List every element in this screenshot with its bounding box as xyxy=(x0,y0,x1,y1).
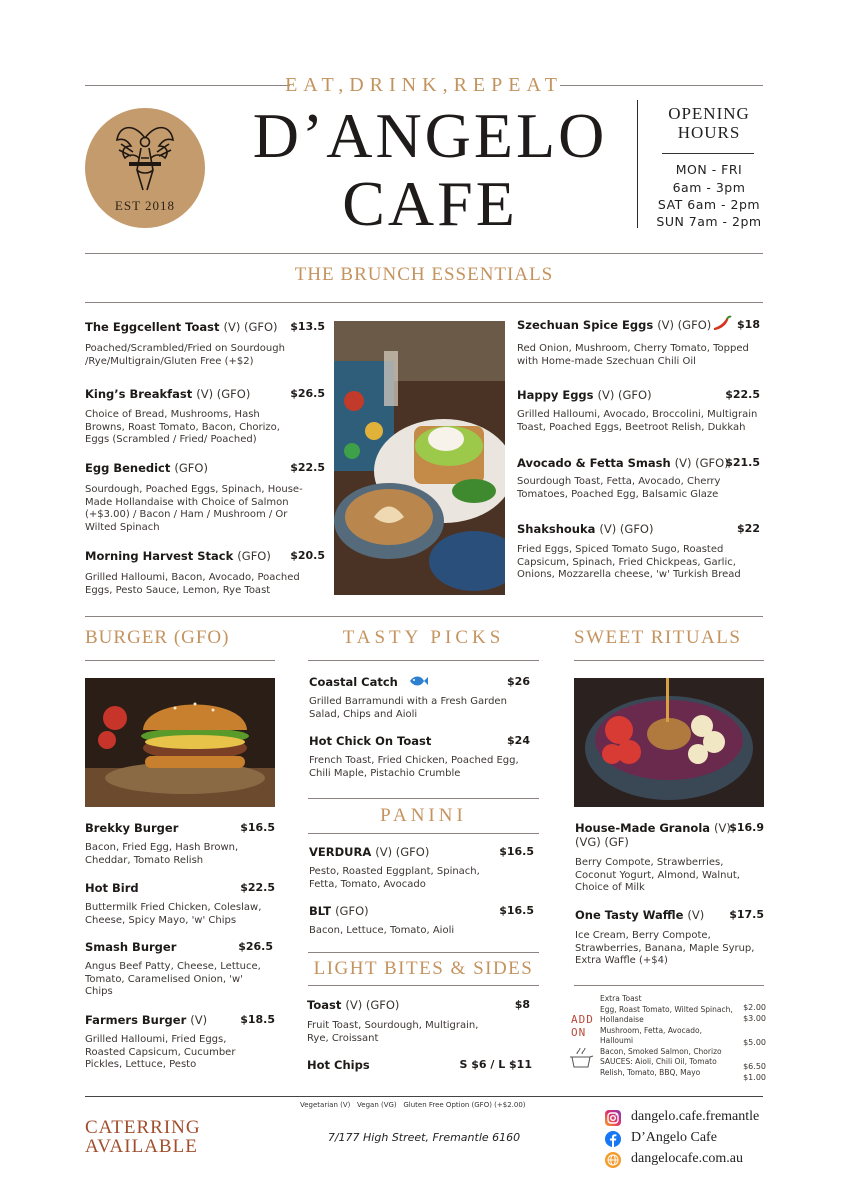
menu-item-desc: Sourdough Toast, Fetta, Avocado, Cherry Tomatoes, Poached Egg, Balsamic Glaze xyxy=(517,476,721,500)
menu-item-name: The Eggcellent Toast (V) (GFO) xyxy=(85,320,278,334)
addon-label-1: ADD xyxy=(571,1013,594,1026)
addon-price: $6.50 xyxy=(743,1062,766,1071)
catering-line2: AVAILABLE xyxy=(85,1136,198,1157)
menu-item-desc: Fruit Toast, Sourdough, Multigrain, Rye, Croissant xyxy=(307,1020,479,1044)
menu-item-name: Coastal Catch xyxy=(309,675,398,689)
hours-rule xyxy=(662,153,754,154)
menu-item-price: $26 xyxy=(507,675,530,688)
menu-item-name: Toast (V) (GFO) xyxy=(307,998,400,1012)
menu-item-name: Brekky Burger xyxy=(85,821,179,835)
light-title: LIGHT BITES & SIDES xyxy=(313,958,534,979)
logo-est: EST 2018 xyxy=(114,198,176,213)
menu-item-name: One Tasty Waffle (V) xyxy=(575,908,705,922)
burger-photo-illustration xyxy=(85,678,275,807)
logo xyxy=(85,108,205,228)
menu-item-name: Happy Eggs (V) (GFO) xyxy=(517,388,652,402)
menu-item-price: $22.5 xyxy=(725,388,760,401)
menu-item-desc: Grilled Halloumi, Bacon, Avocado, Poached Eggs, Pesto Sauce, Lemon, Rye Toast xyxy=(85,572,300,596)
menu-item-desc: Bacon, Lettuce, Tomato, Aioli xyxy=(309,925,455,936)
menu-item-price: $17.5 xyxy=(729,908,764,921)
menu-item-desc: Buttermilk Fried Chicken, Coleslaw, Cheese, Spicy Mayo, 'w' Chips xyxy=(85,902,262,926)
panini-rule-bottom xyxy=(308,833,539,834)
brunch-title: THE BRUNCH ESSENTIALS xyxy=(294,264,554,285)
address: 7/177 High Street, Fremantle 6160 xyxy=(327,1131,521,1144)
brunch-rule-bottom xyxy=(85,302,763,303)
instagram-handle[interactable]: dangelo.cafe.fremantle xyxy=(631,1109,760,1124)
sweet-rule xyxy=(574,660,764,661)
menu-item-desc: Red Onion, Mushroom, Cherry Tomato, Topped with Home-made Szechuan Chili Oil xyxy=(517,343,749,367)
menu-item-price: $13.5 xyxy=(290,320,325,333)
hours-title-2: HOURS xyxy=(677,123,741,142)
menu-item-name: Hot Chips xyxy=(307,1058,370,1072)
menu-item-name: Avocado & Fetta Smash (V) (GFO) xyxy=(517,456,729,470)
website-link[interactable]: dangelocafe.com.au xyxy=(631,1151,743,1166)
instagram-icon xyxy=(605,1110,621,1126)
tasty-title: TASTY PICKS xyxy=(342,627,505,648)
menu-item-name: VERDURA (V) (GFO) xyxy=(309,845,430,859)
menu-item-price: $16.9 xyxy=(729,821,764,834)
menu-item-price: $20.5 xyxy=(290,549,325,562)
menu-item-name: King’s Breakfast (V) (GFO) xyxy=(85,387,251,401)
menu-item-price: $8 xyxy=(514,998,530,1011)
menu-item-name: Egg Benedict (GFO) xyxy=(85,461,208,475)
menu-item-desc: Berry Compote, Strawberries, Coconut Yogurt, Almond, Walnut, Choice of Milk xyxy=(575,857,740,894)
facebook-page[interactable]: D’Angelo Cafe xyxy=(631,1130,717,1145)
menu-item-price: $22.5 xyxy=(290,461,325,474)
menu-item-desc: Ice Cream, Berry Compote, Strawberries, Banana, Maple Syrup, Extra Waffle (+$4) xyxy=(575,930,755,967)
addon-label-2: ON xyxy=(571,1026,587,1039)
menu-item-desc: Sourdough, Poached Eggs, Spinach, House- Made Hollandaise with Choice of Salmon (+$3.00) / Bacon / Ham / Mushroom / Or Wilted Spinach xyxy=(85,484,303,533)
menu-item-name: BLT (GFO) xyxy=(309,904,369,918)
globe-icon xyxy=(605,1152,621,1168)
menu-item-name-line2: (VG) (GF) xyxy=(575,835,629,849)
tasty-rule xyxy=(308,660,539,661)
diet-legend: Vegetarian (V) Vegan (VG) Gluten Free Option (GFO) (+$2.00) xyxy=(300,1101,526,1109)
burger-title: BURGER (GFO) xyxy=(85,627,230,648)
menu-item-name: Smash Burger xyxy=(85,940,177,954)
menu-item-price: $18.5 xyxy=(240,1013,275,1026)
burger-photo xyxy=(85,678,275,807)
brand-line2: CAFE xyxy=(342,168,518,239)
menu-item-name: House-Made Granola (V) xyxy=(575,821,731,835)
menu-item-name: Hot Bird xyxy=(85,881,139,895)
panini-title: PANINI xyxy=(380,805,467,826)
tagline: EAT,DRINK,REPEAT xyxy=(285,74,563,96)
menu-item-price: $22.5 xyxy=(240,881,275,894)
menu-item-desc: French Toast, Fried Chicken, Poached Egg, Chili Maple, Pistachio Crumble xyxy=(309,755,519,779)
addon-price: $5.00 xyxy=(743,1038,766,1047)
menu-item-desc: Bacon, Fried Egg, Hash Brown, Cheddar, Tomato Relish xyxy=(85,842,239,866)
panini-rule-top xyxy=(308,798,539,799)
fish-icon xyxy=(407,672,429,690)
hours-line: SAT 6am - 2pm xyxy=(657,197,761,212)
menu-item-price: $18 xyxy=(737,318,760,331)
cooking-pot-icon xyxy=(569,1045,595,1071)
menu-item-price: $26.5 xyxy=(238,940,273,953)
angel-emblem-icon xyxy=(113,118,177,198)
menu-item-name: Morning Harvest Stack (GFO) xyxy=(85,549,271,563)
menu-item-name: Shakshouka (V) (GFO) xyxy=(517,522,654,536)
addon-price: $1.00 xyxy=(743,1073,766,1082)
hours-divider xyxy=(637,100,638,228)
addon-rule xyxy=(574,985,764,986)
hours-line: SUN 7am - 2pm xyxy=(656,214,762,229)
menu-item-name: Szechuan Spice Eggs (V) (GFO) xyxy=(517,318,712,332)
granola-photo xyxy=(574,678,764,807)
light-rule-top xyxy=(308,952,539,953)
facebook-icon xyxy=(605,1131,621,1147)
addon-lines: Extra Toast Egg, Roast Tomato, Wilted Spinach, Hollandaise Mushroom, Fetta, Avocado, Halloumi Bacon, Smoked Salmon, Chorizo SAUCES: Aioli, Chili Oil, Tomato Relish, Tomato, BBQ, Mayo xyxy=(600,994,733,1077)
sweet-title: SWEET RITUALS xyxy=(574,627,742,648)
menu-item-desc: Poached/Scrambled/Fried on Sourdough /Rye/Multigrain/Gluten Free (+$2) xyxy=(85,343,285,367)
menu-item-price: $22 xyxy=(737,522,760,535)
burger-rule xyxy=(85,660,275,661)
hours-line: MON - FRI xyxy=(675,162,743,177)
menu-item-desc: Pesto, Roasted Eggplant, Spinach, Fetta, Tomato, Avocado xyxy=(309,866,480,890)
menu-item-price: S $6 / L $11 xyxy=(459,1058,532,1071)
granola-photo-illustration xyxy=(574,678,764,807)
menu-item-price: $16.5 xyxy=(240,821,275,834)
menu-item-name: Hot Chick On Toast xyxy=(309,734,432,748)
menu-item-price: $26.5 xyxy=(290,387,325,400)
menu-item-desc: Grilled Halloumi, Avocado, Broccolini, Multigrain Toast, Poached Eggs, Beetroot Relish, Dukkah xyxy=(517,409,758,433)
brunch-rule-top xyxy=(85,253,763,254)
menu-item-price: $16.5 xyxy=(499,845,534,858)
brunch-photo-illustration xyxy=(334,321,505,595)
menu-item-price: $21.5 xyxy=(725,456,760,469)
menu-item-desc: Choice of Bread, Mushrooms, Hash Browns, Roast Tomato, Bacon, Chorizo, Eggs (Scrambled / Fried/ Poached) xyxy=(85,409,280,446)
light-rule-bottom xyxy=(308,985,539,986)
brunch-section-end-rule xyxy=(85,616,763,617)
brunch-photo xyxy=(334,321,505,595)
addon-price: $2.00 xyxy=(743,1003,766,1012)
menu-item-price: $16.5 xyxy=(499,904,534,917)
hours-line: 6am - 3pm xyxy=(672,180,746,195)
catering-line1: CATERRING xyxy=(85,1117,201,1138)
menu-item-price: $24 xyxy=(507,734,530,747)
brand-line1: D’ANGELO xyxy=(252,100,608,171)
menu-item-desc: Grilled Halloumi, Fried Eggs, Roasted Capsicum, Cucumber Pickles, Lettuce, Pesto xyxy=(85,1034,236,1071)
footer-rule xyxy=(85,1096,763,1097)
menu-item-desc: Angus Beef Patty, Cheese, Lettuce, Tomato, Caramelised Onion, 'w' Chips xyxy=(85,961,261,998)
hours-title-1: OPENING xyxy=(668,104,750,123)
menu-item-name: Farmers Burger (V) xyxy=(85,1013,208,1027)
addon-price: $3.00 xyxy=(743,1014,766,1023)
menu-item-desc: Grilled Barramundi with a Fresh Garden Salad, Chips and Aioli xyxy=(309,696,507,720)
menu-item-desc: Fried Eggs, Spiced Tomato Sugo, Roasted Capsicum, Spinach, Fried Chickpeas, Garlic, Onions, Mozzarella cheese, 'w' Turkish Bread xyxy=(517,544,741,581)
